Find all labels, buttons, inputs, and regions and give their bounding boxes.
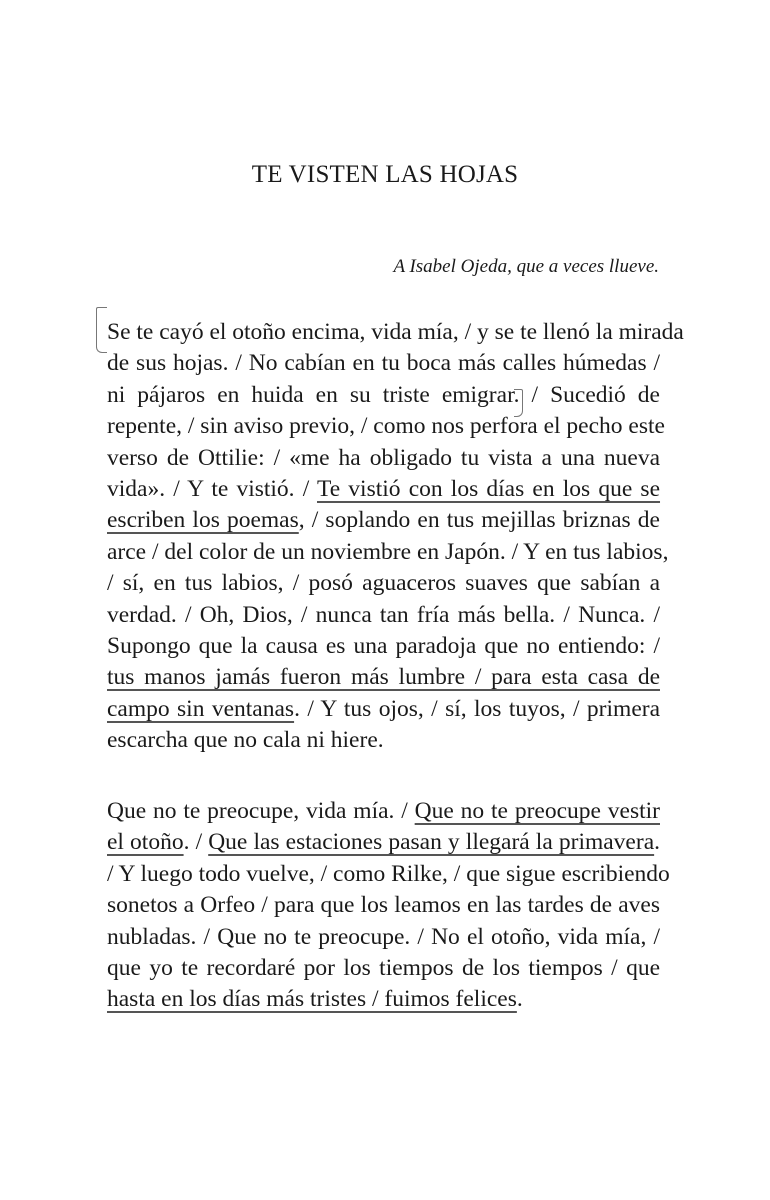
underlined-phrase: campo sin ventanas [107,695,295,722]
poem-line: escarcha que no cala ni hiere. [107,727,384,754]
dedication: A Isabel Ojeda, que a veces llueve. [393,256,659,277]
poem-line [107,662,660,693]
poem-line: nubladas. / Que no te preocupe. / No el otoño, vida mía, / [107,923,660,950]
underlined-phrase: Que no te preocupe vestir [414,798,660,824]
poem-line: campo sin ventanas. / Y tus ojos, / sí, los tuyos, / primera [107,695,661,722]
poem-line: / Y luego todo vuelve, / como Rilke, / que sigue escribiendo [107,860,670,887]
underlined-phrase: tus manos jamás fueron más lumbre / para esta casa de [107,664,660,691]
underlined-phrase: Que las estaciones pasan y llegará la primavera [208,829,655,856]
poem-line: sonetos a Orfeo / para que los leamos en las tardes de aves [107,892,660,919]
stanza-2 [107,796,670,1016]
stanza-1 [107,317,684,756]
poem-line: Que no te preocupe, vida mía. / Que no te preocupe vestir [107,798,660,824]
poem-line: arce / del color de un noviembre en Japón. / Y en tus labios, [107,538,669,565]
poem-line: / sí, en tus labios, / posó aguaceros suaves que sabían a [107,570,660,597]
poem-line: de sus hojas. / No cabían en tu boca más calles húmedas / [107,350,660,377]
poem-line: verdad. / Oh, Dios, / nunca tan fría más bella. / Nunca. / [107,601,660,628]
poem-line: ni pájaros en huida en su triste emigrar. / Sucedió de [107,381,660,408]
poem-line: el otoño. / Que las estaciones pasan y llegará la primavera. [107,829,660,856]
underlined-phrase: hasta en los días más tristes / fuimos felices [107,986,517,1013]
underlined-phrase: el otoño [107,829,184,856]
poem-title: TE VISTEN LAS HOJAS [251,161,519,188]
underlined-phrase: Te vistió con los días en los que se [317,475,661,502]
poem-line: vida». / Y te vistió. / Te vistió con los días en los que se [107,475,661,502]
poem-line: escriben los poemas, / soplando en tus mejillas briznas de [107,507,660,534]
poem-line: hasta en los días más tristes / fuimos felices. [107,986,523,1013]
poem-line: que yo te recordaré por los tiempos de los tiempos / que [107,954,660,981]
poem-line: Supongo que la causa es una paradoja que no entiendo: / [107,632,660,659]
poem-line: Se te cayó el otoño encima, vida mía, / y se te llenó la mirada [107,319,684,345]
poem-line: verso de Ottilie: / «me ha obligado tu vista a una nueva [107,444,660,471]
pencil-bracket-open [96,307,107,353]
underlined-phrase: escriben los poemas [107,507,299,534]
poem-line: repente, / sin aviso previo, / como nos perfora el pecho este [107,413,665,440]
